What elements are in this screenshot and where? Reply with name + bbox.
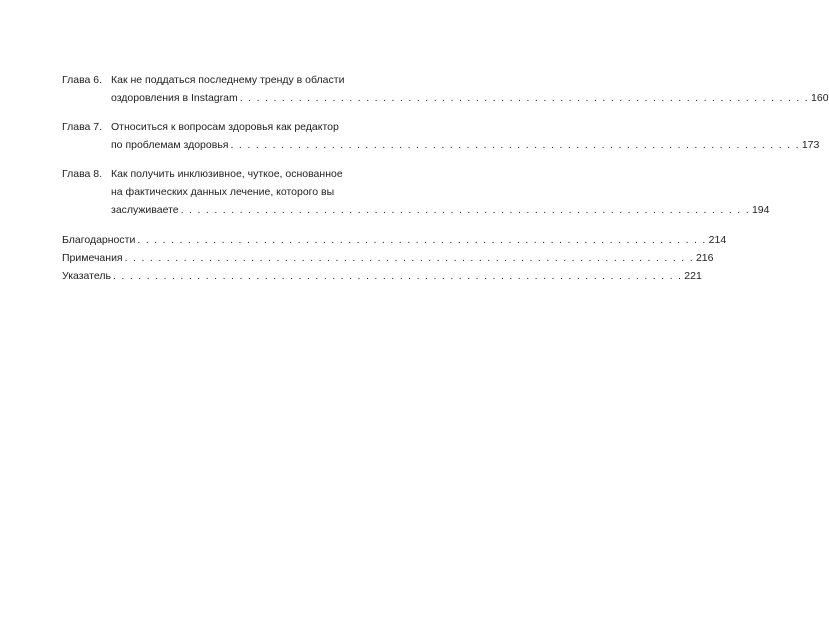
dot-leader: . . . . . . . . . . . . . . . . . . . . . . . . . . . . . . . . . . . . . . . . . . . . . . . . . . . . . . . . . . . . . . . . . . . . (180, 204, 750, 216)
chapter-title-end: заслуживаете (111, 204, 179, 216)
chapter-title-last-line (111, 136, 820, 154)
chapter-title-last-line (111, 89, 829, 107)
toc-entry-chapter-7[interactable] (62, 118, 820, 154)
page-number: 160 (811, 92, 829, 104)
toc-entry-index[interactable] (62, 267, 702, 285)
entry-title: Благодарности (62, 234, 136, 246)
backmatter-list (62, 231, 727, 285)
entry-title: Указатель (62, 270, 111, 282)
chapter-title-line: Относиться к вопросам здоровья как редактор (111, 121, 339, 133)
chapter-title-end: оздоровления в Instagram (111, 92, 238, 104)
toc-entry-chapter-6[interactable] (62, 71, 829, 107)
chapter-title-line: Как не поддаться последнему тренду в области (111, 74, 345, 86)
toc-entry-acknowledgements[interactable] (62, 231, 727, 249)
chapter-label: Глава 8. (62, 168, 103, 180)
dot-leader: . . . . . . . . . . . . . . . . . . . . . . . . . . . . . . . . . . . . . . . . . . . . . . . . . . . . . . . . . . . . . . . . . . . . (137, 234, 707, 246)
chapter-label: Глава 6. (62, 74, 103, 86)
dot-leader: . . . . . . . . . . . . . . . . . . . . . . . . . . . . . . . . . . . . . . . . . . . . . . . . . . . . . . . . . . . . . . . . . . . . (239, 92, 810, 104)
table-of-contents (62, 71, 829, 285)
toc-entry-notes[interactable] (62, 249, 714, 267)
dot-leader: . . . . . . . . . . . . . . . . . . . . . . . . . . . . . . . . . . . . . . . . . . . . . . . . . . . . . . . . . . . . . . . . . . . . (112, 270, 683, 282)
chapter-title-line: Как получить инклюзивное, чуткое, основанное (111, 168, 343, 180)
page-number: 214 (708, 234, 727, 246)
chapter-title-last-line (111, 201, 770, 219)
chapter-title-end: по проблемам здоровья (111, 139, 229, 151)
page-number: 216 (695, 252, 714, 264)
entry-title: Примечания (62, 252, 123, 264)
chapter-label: Глава 7. (62, 121, 103, 133)
dot-leader: . . . . . . . . . . . . . . . . . . . . . . . . . . . . . . . . . . . . . . . . . . . . . . . . . . . . . . . . . . . . . . . . . . . . (230, 139, 800, 151)
page-number: 194 (751, 204, 770, 216)
toc-entry-chapter-8[interactable] (62, 165, 770, 219)
page-number: 221 (684, 270, 702, 282)
chapter-title-line: на фактических данных лечение, которого вы (111, 186, 335, 198)
dot-leader: . . . . . . . . . . . . . . . . . . . . . . . . . . . . . . . . . . . . . . . . . . . . . . . . . . . . . . . . . . . . . . . . . . . . (124, 252, 694, 264)
page-number: 173 (801, 139, 820, 151)
